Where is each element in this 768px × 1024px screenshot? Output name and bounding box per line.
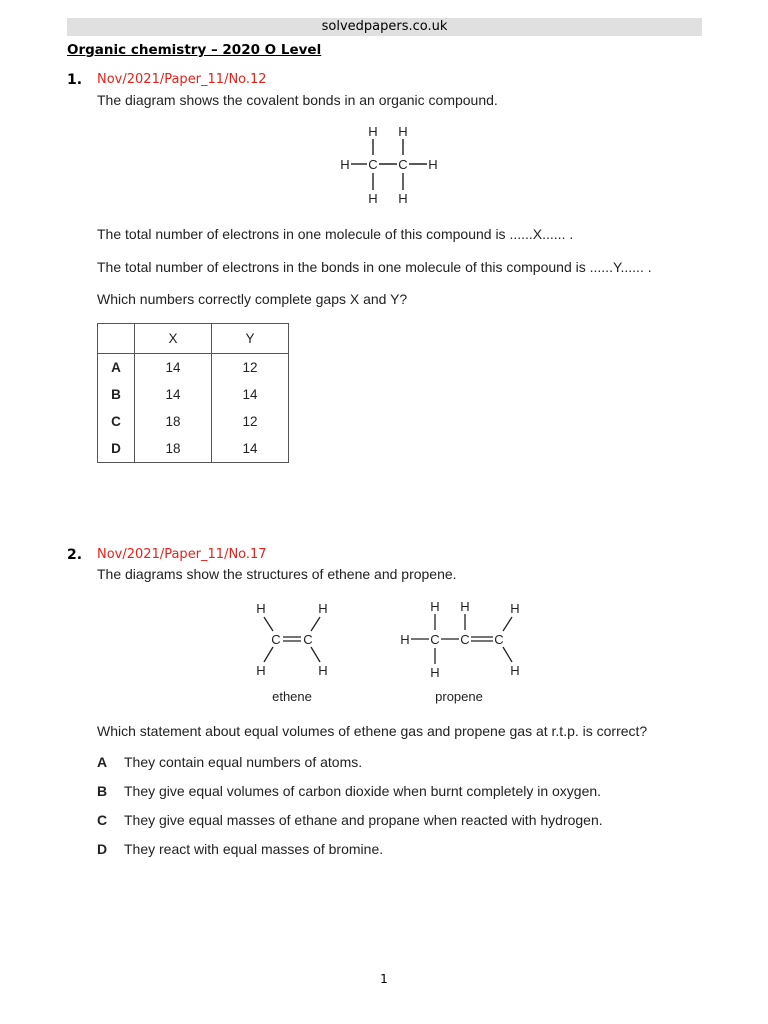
atom-h: H <box>510 663 520 678</box>
page-title: Organic chemistry – 2020 O Level <box>67 42 322 58</box>
atom-h: H <box>398 191 408 206</box>
atom-c: C <box>494 632 504 647</box>
propene-structure-diagram <box>393 595 533 707</box>
atom-c: C <box>368 157 378 172</box>
question-1-prompt: Which numbers correctly complete gaps X and Y? <box>97 291 408 307</box>
atom-h: H <box>368 191 378 206</box>
value-x: 18 <box>135 408 212 435</box>
atom-h: H <box>256 663 266 678</box>
value-y: 14 <box>212 381 289 408</box>
table-row <box>98 381 289 408</box>
value-x: 18 <box>135 435 212 463</box>
option-letter: D <box>97 841 108 857</box>
option-text: They give equal masses of ethane and propane when reacted with hydrogen. <box>124 812 603 828</box>
atom-h: H <box>318 601 328 616</box>
answer-option-c <box>97 812 603 828</box>
question-1-reference: Nov/2021/Paper_11/No.12 <box>97 72 267 87</box>
question-1-intro: The diagram shows the covalent bonds in an organic compound. <box>97 92 498 108</box>
answer-option-d <box>97 841 383 857</box>
question-1-gap-y: The total number of electrons in the bonds in one molecule of this compound is ......Y...... . <box>97 259 652 275</box>
table-header-cell <box>98 324 135 354</box>
table-header-row <box>98 324 289 354</box>
question-1-number: 1. <box>67 72 83 88</box>
value-x: 14 <box>135 381 212 408</box>
option-letter: B <box>97 783 108 799</box>
ethene-label: ethene <box>272 689 312 704</box>
answer-table <box>97 323 289 463</box>
atom-h: H <box>318 663 328 678</box>
table-header-cell: X <box>135 324 212 354</box>
site-name: solvedpapers.co.uk <box>321 19 448 34</box>
option-letter: A <box>97 754 108 770</box>
option-letter: C <box>98 408 135 435</box>
question-2-reference: Nov/2021/Paper_11/No.17 <box>97 547 267 562</box>
ethane-structure-diagram <box>330 120 450 210</box>
atom-c: C <box>430 632 440 647</box>
atom-c: C <box>398 157 408 172</box>
answer-option-b <box>97 783 601 799</box>
option-text: They give equal volumes of carbon dioxide when burnt completely in oxygen. <box>124 783 602 799</box>
table-header-cell: Y <box>212 324 289 354</box>
page-number: 1 <box>380 972 388 986</box>
option-letter: A <box>98 354 135 382</box>
atom-c: C <box>271 632 281 647</box>
atom-h: H <box>400 632 410 647</box>
value-y: 12 <box>212 354 289 382</box>
option-text: They contain equal numbers of atoms. <box>124 754 363 770</box>
value-x: 14 <box>135 354 212 382</box>
atom-h: H <box>368 124 378 139</box>
value-y: 12 <box>212 408 289 435</box>
option-letter: B <box>98 381 135 408</box>
question-1-gap-x: The total number of electrons in one molecule of this compound is ......X...... . <box>97 226 574 242</box>
atom-h: H <box>460 599 470 614</box>
ethene-structure-diagram <box>245 595 340 707</box>
option-letter: D <box>98 435 135 463</box>
atom-h: H <box>340 157 350 172</box>
table-row <box>98 435 289 463</box>
value-y: 14 <box>212 435 289 463</box>
atom-c: C <box>460 632 470 647</box>
propene-label: propene <box>435 689 483 704</box>
question-2-number: 2. <box>67 547 83 563</box>
site-header-bar <box>67 18 702 36</box>
table-row <box>98 354 289 382</box>
table-row <box>98 408 289 435</box>
atom-h: H <box>430 665 440 680</box>
atom-h: H <box>510 601 520 616</box>
question-2-intro: The diagrams show the structures of ethene and propene. <box>97 566 457 582</box>
atom-h: H <box>256 601 266 616</box>
atom-c: C <box>303 632 313 647</box>
question-2-prompt: Which statement about equal volumes of ethene gas and propene gas at r.t.p. is correct? <box>97 723 648 739</box>
answer-option-a <box>97 754 362 770</box>
option-text: They react with equal masses of bromine. <box>124 841 384 857</box>
atom-h: H <box>430 599 440 614</box>
option-letter: C <box>97 812 108 828</box>
atom-h: H <box>428 157 438 172</box>
atom-h: H <box>398 124 408 139</box>
